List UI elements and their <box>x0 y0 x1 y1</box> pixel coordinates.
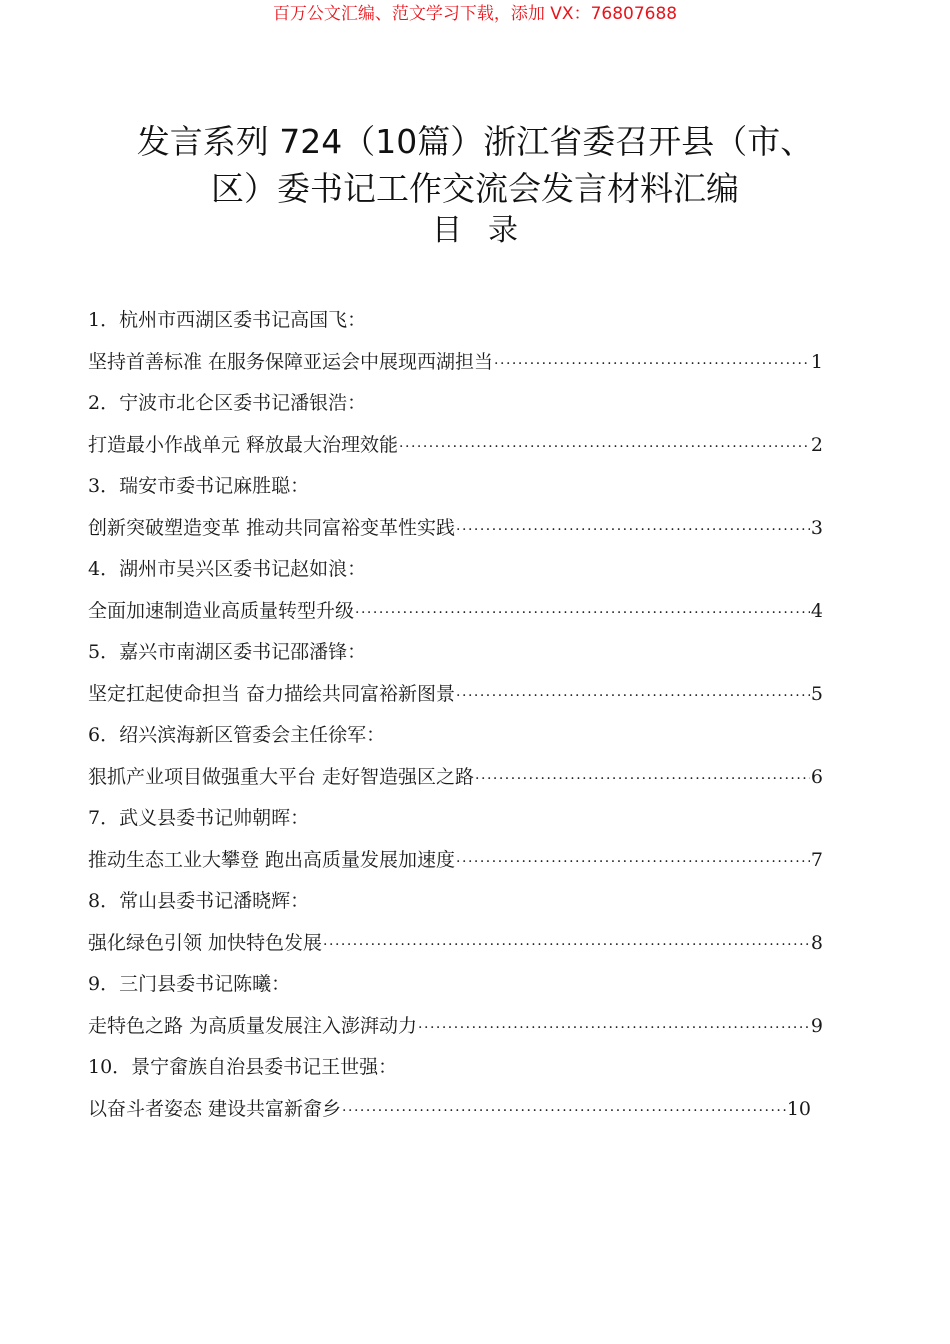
toc-entry-author: 1．杭州市西湖区委书记高国飞： <box>88 309 367 331</box>
toc-entry-link[interactable] <box>88 590 823 632</box>
watermark-header: 百万公文汇编、范文学习下载，添加 VX：76807688 <box>272 4 678 24</box>
toc-entry-page: 5 <box>810 683 823 705</box>
toc-entry-link[interactable] <box>88 507 823 549</box>
toc-entry <box>88 383 823 466</box>
toc-entry-page: 2 <box>810 434 823 456</box>
toc-entry-title: 狠抓产业项目做强重大平台 走好智造强区之路 <box>88 766 475 788</box>
toc-entry-author: 6．绍兴滨海新区管委会主任徐军： <box>88 724 386 746</box>
toc-entry-author: 8．常山县委书记潘晓辉： <box>88 890 310 912</box>
toc-leader-dots <box>355 592 810 634</box>
toc-leader-dots <box>475 758 810 800</box>
toc-leader-dots <box>456 509 810 551</box>
document-title-line-2: 区）委书记工作交流会发言材料汇编 <box>211 169 739 208</box>
toc-entry-title: 以奋斗者姿态 建设共富新畲乡 <box>88 1098 342 1120</box>
toc-entry <box>88 881 823 964</box>
table-of-contents <box>88 300 823 1130</box>
table-of-contents-heading: 目录 <box>432 213 544 248</box>
toc-entry-title: 强化绿色引领 加快特色发展 <box>88 932 323 954</box>
toc-entry-title: 坚持首善标准 在服务保障亚运会中展现西湖担当 <box>88 351 494 373</box>
toc-entry-title: 坚定扛起使命担当 奋力描绘共同富裕新图景 <box>88 683 456 705</box>
toc-entry-page: 4 <box>810 600 823 622</box>
toc-entry-page: 3 <box>810 517 823 539</box>
toc-entry-title: 打造最小作战单元 释放最大治理效能 <box>88 434 399 456</box>
document-title <box>0 118 950 212</box>
toc-entry-author: 2．宁波市北仑区委书记潘银浩： <box>88 392 367 414</box>
toc-entry-author: 9．三门县委书记陈曦： <box>88 973 291 995</box>
toc-entry-author: 10．景宁畲族自治县委书记王世强： <box>88 1056 398 1078</box>
toc-entry-link[interactable] <box>88 922 823 964</box>
toc-entry-title: 走特色之路 为高质量发展注入澎湃动力 <box>88 1015 418 1037</box>
document-title-line-1: 发言系列 724（10篇）浙江省委召开县（市、 <box>136 122 814 161</box>
toc-entry-link[interactable] <box>88 341 823 383</box>
toc-leader-dots <box>323 924 810 966</box>
toc-entry-page: 1 <box>810 351 823 373</box>
toc-leader-dots <box>342 1090 786 1132</box>
toc-entry-author: 7．武义县委书记帅朝晖： <box>88 807 310 829</box>
toc-leader-dots <box>418 1007 810 1049</box>
toc-entry-title: 推动生态工业大攀登 跑出高质量发展加速度 <box>88 849 456 871</box>
toc-leader-dots <box>399 426 810 468</box>
toc-entry-page: 8 <box>810 932 823 954</box>
toc-entry-link[interactable] <box>88 756 823 798</box>
toc-entry <box>88 964 823 1047</box>
toc-entry-link[interactable] <box>88 839 823 881</box>
toc-entry-author: 5．嘉兴市南湖区委书记邵潘锋： <box>88 641 367 663</box>
toc-entry <box>88 632 823 715</box>
toc-leader-dots <box>494 343 810 385</box>
toc-entry-author: 4．湖州市吴兴区委书记赵如浪： <box>88 558 367 580</box>
toc-entry-link[interactable] <box>88 673 823 715</box>
toc-entry-page: 9 <box>810 1015 823 1037</box>
toc-entry-page: 10 <box>786 1098 811 1120</box>
toc-entry-title: 全面加速制造业高质量转型升级 <box>88 600 355 622</box>
toc-entry <box>88 300 823 383</box>
toc-leader-dots <box>456 841 810 883</box>
toc-entry-link[interactable] <box>88 1088 823 1130</box>
toc-entry <box>88 715 823 798</box>
toc-entry <box>88 798 823 881</box>
toc-entry-title: 创新突破塑造变革 推动共同富裕变革性实践 <box>88 517 456 539</box>
toc-entry-page: 6 <box>810 766 823 788</box>
toc-entry-link[interactable] <box>88 424 823 466</box>
toc-entry <box>88 466 823 549</box>
toc-leader-dots <box>456 675 810 717</box>
toc-entry-page: 7 <box>810 849 823 871</box>
toc-entry <box>88 1047 823 1130</box>
toc-entry <box>88 549 823 632</box>
toc-entry-link[interactable] <box>88 1005 823 1047</box>
toc-entry-author: 3．瑞安市委书记麻胜聪： <box>88 475 310 497</box>
